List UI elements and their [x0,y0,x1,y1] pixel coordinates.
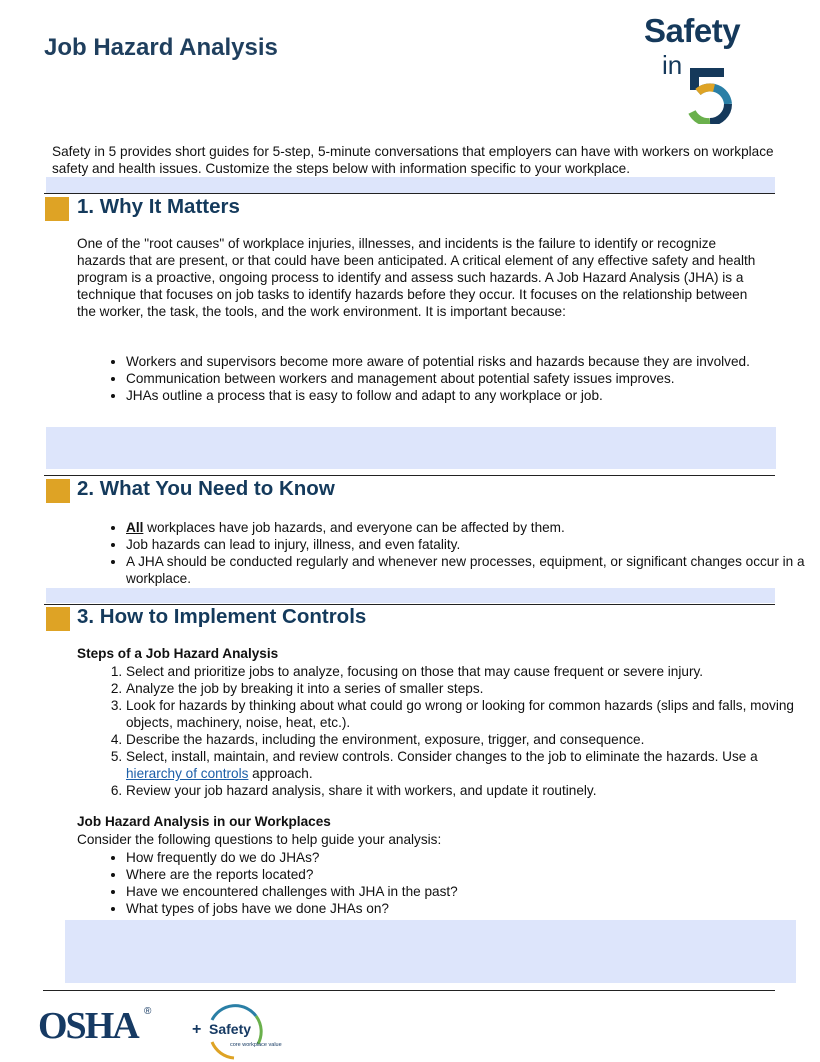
steps-list [77,663,816,799]
list-item: 4. Describe the hazards, including the environment, exposure, trigger, and consequence. [126,731,816,748]
registered-mark: ® [144,1006,152,1017]
section-2-title: 2. What You Need to Know [77,477,335,500]
list-item: • JHAs outline a process that is easy to follow and adapt to any workplace or job. [126,387,816,404]
logo-five-icon [684,64,740,124]
list-item [126,519,816,536]
intro-text: Safety in 5 provides short guides for 5-step, 5-minute conversations that employers can have with workers on workplace safety and health issues. Customize the steps below with information specific to your workplace. [52,144,774,176]
safety-word: Safety [209,1021,252,1037]
notes-band [65,920,796,983]
footer-divider [43,990,775,991]
steps-heading: Steps of a Job Hazard Analysis [77,646,279,661]
osha-wordmark: OSHA [38,1005,138,1047]
list-item: • What types of jobs have we done JHAs on? [126,900,816,917]
list-item [126,748,816,782]
list-item: • A JHA should be conducted regularly and whenever new processes, equipment, or significant changes occur in a workplace. [126,553,816,587]
hierarchy-of-controls-link[interactable]: hierarchy of controls [126,766,249,781]
section-divider [44,475,775,476]
safety-in-5-logo [640,12,760,127]
list-item: • Job hazards can lead to injury, illness, and even fatality. [126,536,816,553]
list-item: • Workers and supervisors become more aware of potential risks and hazards because they are involved. [126,353,816,370]
step-text: approach. [248,766,313,781]
notes-band [46,427,776,469]
logo-word: Safety [644,12,741,49]
list-item: 1. Select and prioritize jobs to analyze, focusing on those that may cause frequent or severe injury. [126,663,816,680]
osha-logo [38,1004,158,1050]
section-1-title: 1. Why It Matters [77,195,240,218]
list-item: 2. Analyze the job by breaking it into a series of smaller steps. [126,680,816,697]
page-title: Job Hazard Analysis [44,34,278,61]
bullet-text: workplaces have job hazards, and everyone can be affected by them. [143,520,565,535]
list-item: • How frequently do we do JHAs? [126,849,816,866]
logo-in: in [662,50,683,80]
step-text: Select, install, maintain, and review controls. Consider changes to the job to eliminate the hazards. Use a [126,749,758,764]
list-item: • Communication between workers and management about potential safety issues improves. [126,370,816,387]
safety-core-value-logo [192,1000,292,1060]
plus-icon: + [192,1021,202,1038]
questions-list [77,849,816,917]
emphasis-all: All [126,520,144,535]
workplace-intro: Consider the following questions to help guide your analysis: [77,832,442,847]
list-item: 3. Look for hazards by thinking about what could go wrong or looking for common hazards (slips and falls, moving objects, machinery, noise, heat, etc.). [126,697,816,731]
section-band [46,177,775,193]
section-divider [44,193,775,194]
section-marker [45,197,69,221]
list-item: • Have we encountered challenges with JHA in the past? [126,883,816,900]
list-item: 6. Review your job hazard analysis, share it with workers, and update it routinely. [126,782,816,799]
section-2-bullets [77,519,816,587]
section-1-bullets [77,353,816,404]
section-1-paragraph: One of the "root causes" of workplace injuries, illnesses, and incidents is the failure to identify or recognize hazards that are present, or that could have been anticipated. A critical element of any effective safety and health program is a proactive, ongoing process to identify and assess such hazards. A Job Hazard Analysis (JHA) is a technique that focuses on job tasks to identify hazards before they occur. It focuses on the relationship between the worker, the task, the tools, and the work environment. It is important because: [77,236,756,319]
list-item: • Where are the reports located? [126,866,816,883]
section-3-title: 3. How to Implement Controls [77,605,367,628]
section-band [46,588,775,603]
section-marker [46,479,70,503]
section-marker [46,607,70,631]
safety-tagline: core workplace value [230,1042,282,1048]
workplace-heading: Job Hazard Analysis in our Workplaces [77,814,331,829]
